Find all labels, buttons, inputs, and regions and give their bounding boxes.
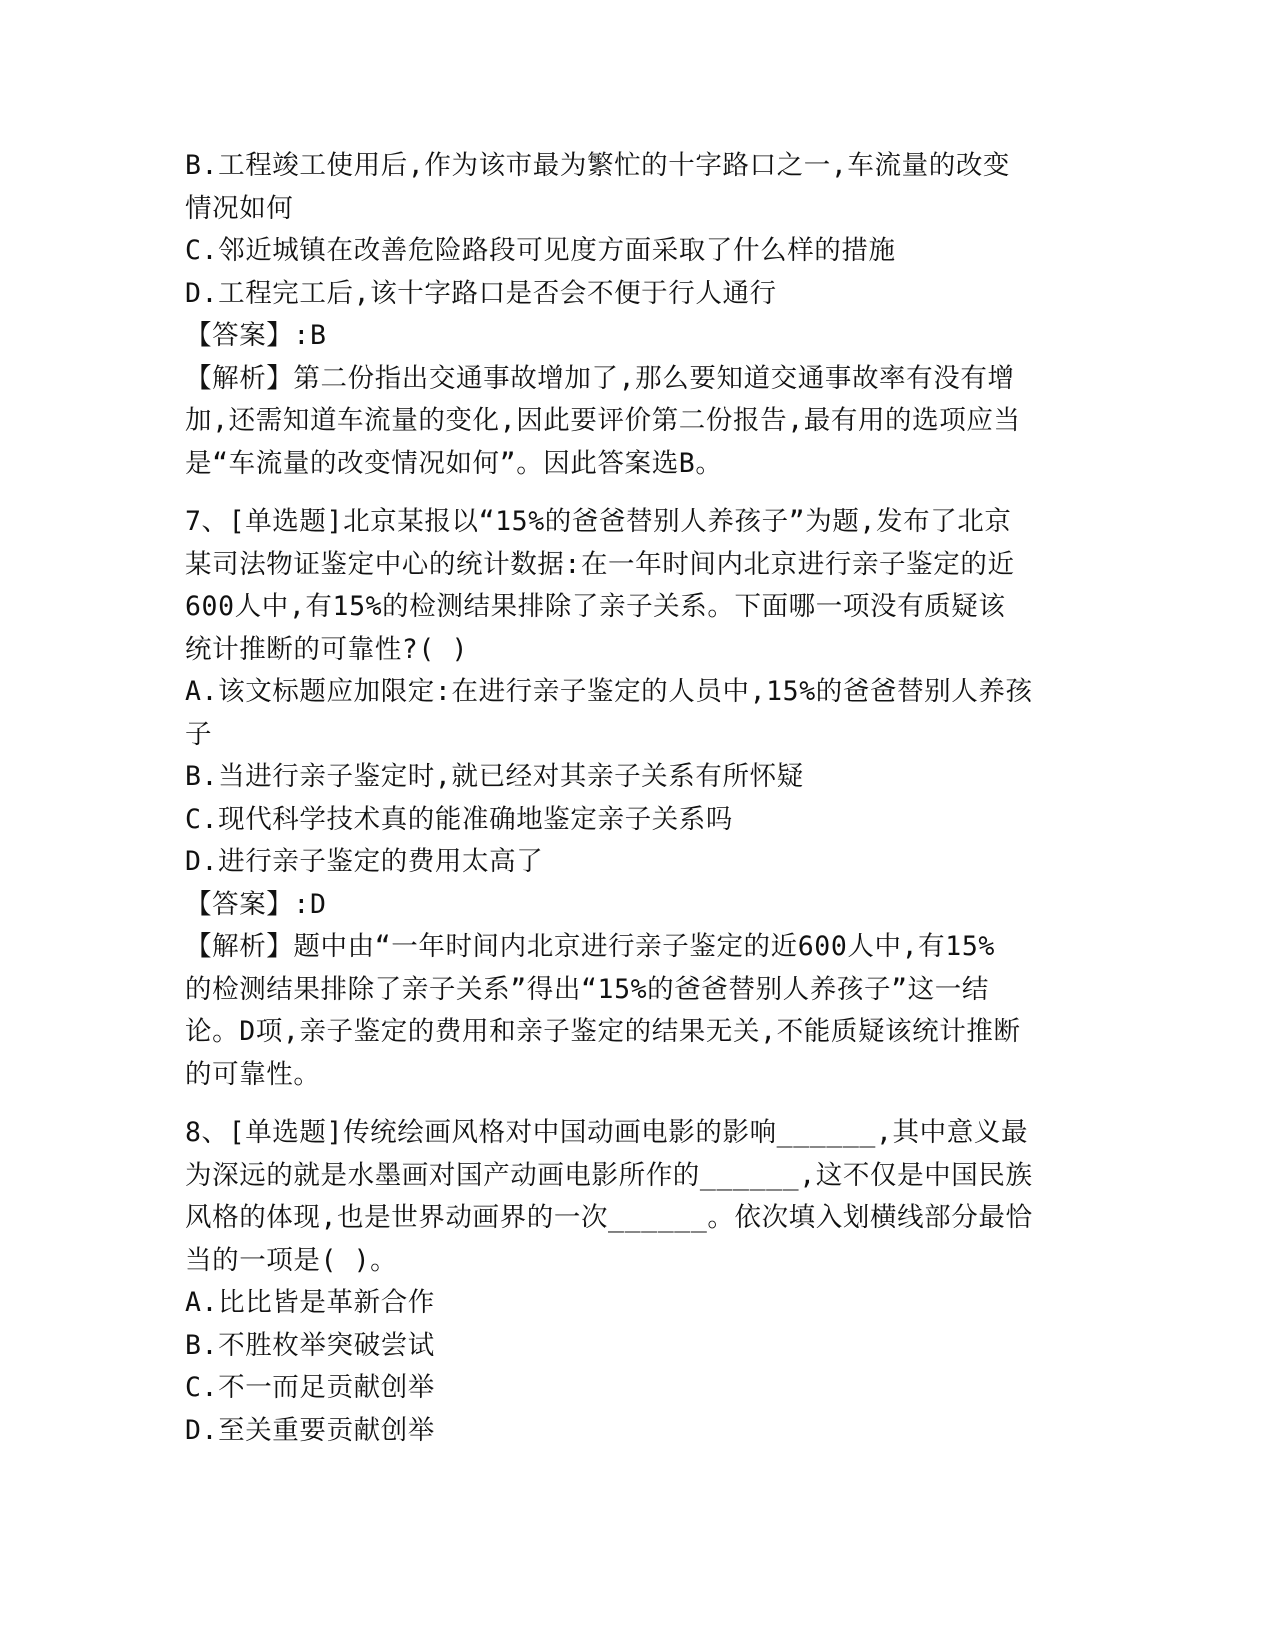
option-b: B.当进行亲子鉴定时,就已经对其亲子关系有所怀疑 — [185, 761, 804, 792]
option-a-line-2: 子 — [185, 718, 213, 750]
option-a-line-1: A.该文标题应加限定:在进行亲子鉴定的人员中,15%的爸爸替别人养孩 — [185, 676, 1033, 707]
option-d: D.至关重要贡献创举 — [185, 1414, 435, 1446]
analysis-line: 论。D项,亲子鉴定的费用和亲子鉴定的结果无关,不能质疑该统计推断 — [185, 1016, 1021, 1047]
question-separator — [185, 485, 1065, 501]
analysis-line: 是“车流量的改变情况如何”。因此答案选B。 — [185, 447, 723, 479]
stem-line: 为深远的就是水墨画对国产动画电影所作的______,这不仅是中国民族 — [185, 1159, 1033, 1191]
stem-line: 当的一项是( )。 — [185, 1244, 398, 1276]
question-7-options — [185, 671, 1065, 884]
stem-line: 风格的体现,也是世界动画界的一次______。依次填入划横线部分最恰 — [185, 1202, 1033, 1233]
option-a: A.比比皆是革新合作 — [185, 1287, 435, 1318]
stem-line: 7、[单选题]北京某报以“15%的爸爸替别人养孩子”为题,发布了北京 — [185, 506, 1012, 537]
option-b: B.不胜枚举突破尝试 — [185, 1329, 435, 1361]
option-a — [185, 671, 1065, 756]
option-b-line-2: 情况如何 — [185, 192, 294, 224]
option-c: C.不一而足贡献创举 — [185, 1372, 435, 1403]
question-7-answer: 【答案】:D — [185, 888, 327, 920]
option-d-line-1: D.工程完工后,该十字路口是否会不便于行人通行 — [185, 277, 777, 309]
option-c-line-1: C.邻近城镇在改善危险路段可见度方面采取了什么样的措施 — [185, 235, 896, 266]
option-c: C.现代科学技术真的能准确地鉴定亲子关系吗 — [185, 803, 734, 835]
analysis-line: 【解析】题中由“一年时间内北京进行亲子鉴定的近600人中,有15% — [185, 931, 995, 962]
question-8-stem — [185, 1112, 1065, 1282]
stem-line: 统计推断的可靠性?( ) — [185, 633, 469, 665]
question-7-analysis — [185, 926, 1065, 1096]
question-8-options — [185, 1282, 1065, 1452]
question-6-analysis — [185, 358, 1065, 486]
question-7-stem — [185, 501, 1065, 671]
analysis-line: 的可靠性。 — [185, 1058, 321, 1090]
option-b — [185, 145, 1065, 230]
content-column — [185, 145, 1065, 1452]
option-b-line-1: B.工程竣工使用后,作为该市最为繁忙的十字路口之一,车流量的改变 — [185, 150, 1011, 181]
analysis-line: 的检测结果排除了亲子关系”得出“15%的爸爸替别人养孩子”这一结 — [185, 973, 989, 1005]
option-d — [185, 273, 1065, 316]
analysis-line: 加,还需知道车流量的变化,因此要评价第二份报告,最有用的选项应当 — [185, 405, 1021, 436]
question-6-options — [185, 145, 1065, 315]
analysis-line: 【解析】第二份指出交通事故增加了,那么要知道交通事故率有没有增 — [185, 362, 1015, 394]
question-6-answer: 【答案】:B — [185, 320, 327, 351]
option-d: D.进行亲子鉴定的费用太高了 — [185, 846, 544, 877]
stem-line: 8、[单选题]传统绘画风格对中国动画电影的影响______,其中意义最 — [185, 1117, 1029, 1148]
question-separator — [185, 1096, 1065, 1112]
option-c — [185, 230, 1065, 273]
stem-line: 600人中,有15%的检测结果排除了亲子关系。下面哪一项没有质疑该 — [185, 591, 1006, 622]
stem-line: 某司法物证鉴定中心的统计数据:在一年时间内北京进行亲子鉴定的近 — [185, 548, 1015, 580]
